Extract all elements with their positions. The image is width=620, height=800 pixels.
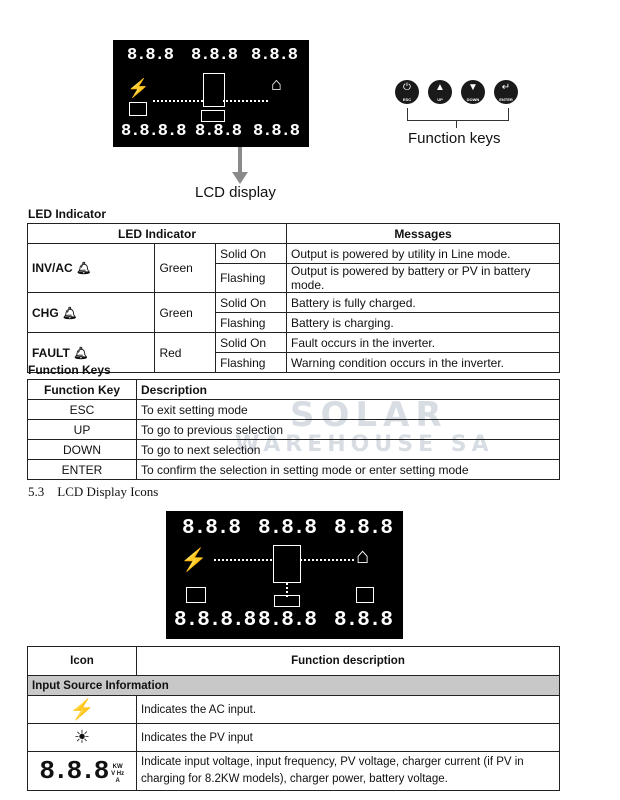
led-message: Output is powered by utility in Line mode. (287, 244, 560, 264)
led-name-chg: CHG 🔔︎ (28, 293, 155, 333)
led-message: Battery is fully charged. (287, 293, 560, 313)
bell-icon: 🔔︎ (62, 305, 78, 320)
lcd-icons-table (27, 646, 560, 791)
bell-icon: 🔔︎ (76, 261, 92, 275)
grid-tower-icon: ⚡ (180, 547, 208, 572)
keys-bracket-stem (456, 120, 457, 128)
function-keys-heading: Function Keys (28, 363, 111, 377)
led-color: Red (155, 333, 216, 373)
led-state: Flashing (216, 353, 287, 373)
ac-input-icon: ⚡ (28, 696, 137, 724)
down-arrow-icon: ▼ (468, 82, 478, 93)
down-key[interactable]: ▼ DOWN (461, 80, 485, 104)
bell-icon: 🔔︎ (73, 345, 89, 360)
lcd-flow-line (300, 559, 354, 561)
input-readout-icon (28, 752, 137, 791)
lcd-readout-input: 8.8.8 (182, 517, 241, 540)
led-col-indicator: LED Indicator (28, 224, 287, 244)
led-indicator-heading: LED Indicator (28, 207, 107, 221)
pv-panel-icon (186, 587, 206, 603)
icon-desc: Indicates the PV input (137, 724, 560, 752)
key-desc: To exit setting mode (137, 400, 560, 420)
led-state: Flashing (216, 264, 287, 293)
led-state: Flashing (216, 313, 287, 333)
icons-col-icon: Icon (28, 647, 137, 676)
led-state: Solid On (216, 244, 287, 264)
pointer-arrow-head (232, 172, 248, 184)
lcd-readout-load: 8.8.8 (334, 517, 393, 540)
enter-key[interactable]: ↵ ENTER (494, 80, 518, 104)
lcd-readout-pv: 8.8.8.8 (174, 609, 256, 632)
key-desc: To confirm the selection in setting mode or enter setting mode (137, 460, 560, 480)
up-key[interactable]: ▲ UP (428, 80, 452, 104)
led-state: Solid On (216, 333, 287, 353)
lcd-flow-line (153, 100, 203, 102)
battery-icon (201, 110, 225, 122)
keys-bracket (407, 108, 509, 121)
key-desc: To go to next selection (137, 440, 560, 460)
led-state: Solid On (216, 293, 287, 313)
led-name-fault: FAULT 🔔︎ (28, 333, 155, 373)
power-icon: ⏻ (403, 82, 411, 93)
lcd-readout-output: 8.8.8 (191, 46, 238, 65)
lcd-readout-output: 8.8.8 (258, 517, 317, 540)
top-lcd-display (113, 40, 309, 147)
lcd-icons-heading: 5.3 LCD Display Icons (28, 484, 159, 499)
led-message: Warning condition occurs in the inverter. (287, 353, 560, 373)
grid-tower-icon: ⚡ (127, 78, 150, 98)
key-name: DOWN (28, 440, 137, 460)
led-name-inv-ac: INV/AC 🔔︎ (28, 244, 155, 293)
segment-digits: 8.8.8 (39, 756, 108, 786)
key-desc: To go to previous selection (137, 420, 560, 440)
load-icon (356, 587, 374, 603)
function-keys-caption: Function keys (408, 130, 501, 147)
led-color: Green (155, 244, 216, 293)
led-color: Green (155, 293, 216, 333)
key-name: ESC (28, 400, 137, 420)
lcd-readout-percent: 8.8.8 (334, 609, 393, 632)
lcd-readout-input: 8.8.8 (127, 46, 174, 65)
lcd-flow-line (214, 559, 272, 561)
key-name: ENTER (28, 460, 137, 480)
battery-icon (274, 595, 300, 607)
led-col-messages: Messages (287, 224, 560, 244)
lcd-readout-pv: 8.8.8.8 (121, 122, 186, 141)
input-source-section: Input Source Information (28, 676, 560, 696)
led-message: Battery is charging. (287, 313, 560, 333)
led-message: Output is powered by battery or PV in battery mode. (287, 264, 560, 293)
watermark-line1: SOLAR (290, 395, 448, 435)
function-keys-table (27, 379, 560, 480)
inverter-box (273, 545, 301, 583)
lcd-flow-line (223, 100, 268, 102)
bottom-lcd-display (166, 511, 403, 639)
up-arrow-icon: ▲ (435, 82, 445, 93)
esc-key[interactable]: ⏻ ESC (395, 80, 419, 104)
unit-labels: KW V Hz A (111, 764, 125, 785)
icons-col-function: Function description (137, 647, 560, 676)
lcd-readout-battery: 8.8.8 (195, 122, 242, 141)
lcd-readout-percent: 8.8.8 (253, 122, 300, 141)
key-name: UP (28, 420, 137, 440)
house-icon: ⌂ (356, 543, 370, 568)
keys-col-key: Function Key (28, 380, 137, 400)
pointer-arrow-shaft (238, 147, 242, 173)
icon-desc: Indicates the AC input. (137, 696, 560, 724)
inverter-box (203, 73, 225, 107)
led-message: Fault occurs in the inverter. (287, 333, 560, 353)
keys-col-desc: Description (137, 380, 560, 400)
watermark-line2: WAREHOUSE SA (235, 432, 494, 457)
lcd-readout-load: 8.8.8 (251, 46, 298, 65)
house-icon: ⌂ (271, 74, 282, 94)
pv-panel-icon (129, 102, 147, 116)
icon-desc: Indicate input voltage, input frequency, PV voltage, charger current (if PV in charging for 8.2KW models), charger power, battery voltage. (137, 752, 560, 791)
lcd-readout-battery: 8.8.8 (258, 609, 317, 632)
pv-input-icon: ☀ (28, 724, 137, 752)
enter-icon: ↵ (501, 82, 511, 93)
led-indicator-table (27, 223, 560, 373)
lcd-display-label: LCD display (195, 184, 276, 201)
